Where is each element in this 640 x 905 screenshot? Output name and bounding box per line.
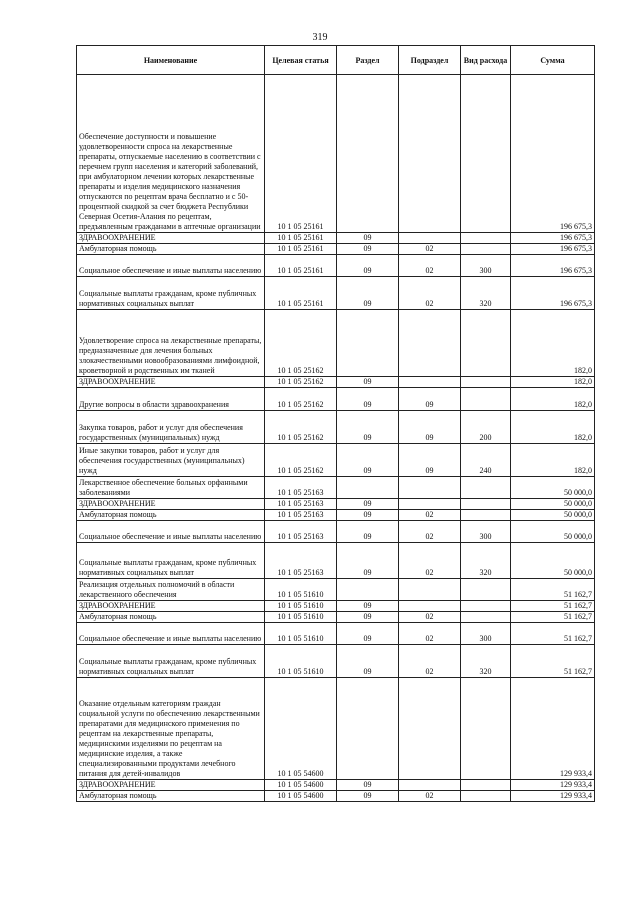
row-sum: 196 675,3 xyxy=(511,277,595,310)
row-expense-type xyxy=(461,310,511,377)
row-target-code: 10 1 05 25162 xyxy=(265,377,337,388)
table-row xyxy=(77,233,595,244)
row-subsection: 02 xyxy=(399,255,461,277)
column-header-subsection: Подраздел xyxy=(399,46,461,75)
row-expense-type: 320 xyxy=(461,277,511,310)
row-subsection xyxy=(399,678,461,780)
table-row xyxy=(77,75,595,233)
row-name: Обеспечение доступности и повышение удовлетворенности спроса на лекарственные препараты, отпускаемые населению в соответствии с перечнем групп населения и категорий заболеваний, при амбулаторном лечении которых лекарственные препараты и изделия медицинского назначения отпускаются по рецептам врача бесплатно и с 50-процентной скидкой за счет бюджета Республики Северная Осетия-Алания по рецептам, предъявленным гражданами в аптечные организации xyxy=(77,75,265,233)
row-name: Иные закупки товаров, работ и услуг для обеспечения государственных (муниципальных) нужд xyxy=(77,444,265,477)
column-header-code: Целевая статья xyxy=(265,46,337,75)
column-header-sum: Сумма xyxy=(511,46,595,75)
row-section: 09 xyxy=(337,411,399,444)
row-sum: 129 933,4 xyxy=(511,791,595,802)
row-section xyxy=(337,75,399,233)
budget-table xyxy=(76,45,595,802)
row-section: 09 xyxy=(337,510,399,521)
row-target-code: 10 1 05 25161 xyxy=(265,233,337,244)
row-expense-type xyxy=(461,377,511,388)
row-subsection: 02 xyxy=(399,277,461,310)
row-sum: 196 675,3 xyxy=(511,233,595,244)
table-row xyxy=(77,255,595,277)
row-target-code: 10 1 05 51610 xyxy=(265,612,337,623)
row-expense-type xyxy=(461,678,511,780)
row-section: 09 xyxy=(337,255,399,277)
row-section: 09 xyxy=(337,444,399,477)
row-expense-type xyxy=(461,601,511,612)
row-sum: 51 162,7 xyxy=(511,645,595,678)
row-subsection: 09 xyxy=(399,444,461,477)
row-target-code: 10 1 05 25163 xyxy=(265,510,337,521)
row-sum: 182,0 xyxy=(511,377,595,388)
row-section: 09 xyxy=(337,543,399,579)
row-name: ЗДРАВООХРАНЕНИЕ xyxy=(77,499,265,510)
row-section: 09 xyxy=(337,601,399,612)
row-target-code: 10 1 05 25163 xyxy=(265,477,337,499)
row-name: Социальное обеспечение и иные выплаты населению xyxy=(77,521,265,543)
row-sum: 182,0 xyxy=(511,444,595,477)
row-subsection: 09 xyxy=(399,388,461,411)
row-name: Социальные выплаты гражданам, кроме публичных нормативных социальных выплат xyxy=(77,645,265,678)
column-header-name: Наименование xyxy=(77,46,265,75)
row-section: 09 xyxy=(337,780,399,791)
row-name: Амбулаторная помощь xyxy=(77,244,265,255)
row-target-code: 10 1 05 54600 xyxy=(265,791,337,802)
table-row xyxy=(77,377,595,388)
row-sum: 196 675,3 xyxy=(511,75,595,233)
row-expense-type: 300 xyxy=(461,623,511,645)
column-header-section: Раздел xyxy=(337,46,399,75)
row-name: Амбулаторная помощь xyxy=(77,791,265,802)
row-target-code: 10 1 05 25163 xyxy=(265,499,337,510)
row-subsection: 02 xyxy=(399,543,461,579)
table-row xyxy=(77,388,595,411)
row-subsection xyxy=(399,75,461,233)
table-row xyxy=(77,645,595,678)
table-row xyxy=(77,579,595,601)
row-section: 09 xyxy=(337,244,399,255)
row-expense-type xyxy=(461,612,511,623)
row-expense-type xyxy=(461,579,511,601)
row-name: Закупка товаров, работ и услуг для обеспечения государственных (муниципальных) нужд xyxy=(77,411,265,444)
row-expense-type xyxy=(461,780,511,791)
row-sum: 51 162,7 xyxy=(511,579,595,601)
row-section: 09 xyxy=(337,645,399,678)
table-header-row xyxy=(77,46,595,75)
row-expense-type xyxy=(461,244,511,255)
row-target-code: 10 1 05 51610 xyxy=(265,645,337,678)
row-expense-type: 300 xyxy=(461,255,511,277)
table-body xyxy=(77,75,595,802)
row-name: ЗДРАВООХРАНЕНИЕ xyxy=(77,780,265,791)
row-target-code: 10 1 05 54600 xyxy=(265,780,337,791)
row-subsection xyxy=(399,233,461,244)
table-row xyxy=(77,411,595,444)
row-target-code: 10 1 05 25161 xyxy=(265,255,337,277)
table-row xyxy=(77,521,595,543)
table-row xyxy=(77,277,595,310)
row-section xyxy=(337,310,399,377)
row-expense-type xyxy=(461,75,511,233)
row-subsection xyxy=(399,780,461,791)
row-name: Социальное обеспечение и иные выплаты населению xyxy=(77,623,265,645)
table-row xyxy=(77,244,595,255)
row-sum: 50 000,0 xyxy=(511,510,595,521)
table-row xyxy=(77,791,595,802)
row-name: Амбулаторная помощь xyxy=(77,510,265,521)
table-row xyxy=(77,780,595,791)
row-sum: 196 675,3 xyxy=(511,244,595,255)
row-name: Социальные выплаты гражданам, кроме публичных нормативных социальных выплат xyxy=(77,277,265,310)
row-name: Удовлетворение спроса на лекарственные препараты, предназначенные для лечения больных злокачественными новообразованиями лимфоидной, кроветворной и родственных им тканей xyxy=(77,310,265,377)
row-expense-type xyxy=(461,791,511,802)
column-header-expense: Вид расхода xyxy=(461,46,511,75)
row-target-code: 10 1 05 51610 xyxy=(265,601,337,612)
row-sum: 51 162,7 xyxy=(511,623,595,645)
row-expense-type xyxy=(461,499,511,510)
row-subsection: 02 xyxy=(399,612,461,623)
row-subsection: 02 xyxy=(399,510,461,521)
row-section: 09 xyxy=(337,277,399,310)
row-target-code: 10 1 05 25162 xyxy=(265,310,337,377)
table-row xyxy=(77,543,595,579)
row-sum: 50 000,0 xyxy=(511,477,595,499)
row-target-code: 10 1 05 25162 xyxy=(265,444,337,477)
row-sum: 51 162,7 xyxy=(511,601,595,612)
row-subsection xyxy=(399,601,461,612)
row-sum: 182,0 xyxy=(511,310,595,377)
row-sum: 50 000,0 xyxy=(511,543,595,579)
row-subsection: 02 xyxy=(399,244,461,255)
row-sum: 50 000,0 xyxy=(511,521,595,543)
page-number: 319 xyxy=(312,32,328,43)
row-expense-type xyxy=(461,388,511,411)
row-subsection xyxy=(399,310,461,377)
row-section: 09 xyxy=(337,233,399,244)
row-target-code: 10 1 05 51610 xyxy=(265,579,337,601)
row-subsection: 02 xyxy=(399,645,461,678)
row-target-code: 10 1 05 25161 xyxy=(265,277,337,310)
row-name: Социальные выплаты гражданам, кроме публичных нормативных социальных выплат xyxy=(77,543,265,579)
row-section: 09 xyxy=(337,623,399,645)
row-sum: 196 675,3 xyxy=(511,255,595,277)
row-subsection: 02 xyxy=(399,791,461,802)
row-sum: 129 933,4 xyxy=(511,780,595,791)
row-target-code: 10 1 05 25163 xyxy=(265,543,337,579)
row-name: Другие вопросы в области здравоохранения xyxy=(77,388,265,411)
row-subsection xyxy=(399,579,461,601)
row-section xyxy=(337,678,399,780)
table-row xyxy=(77,678,595,780)
row-name: ЗДРАВООХРАНЕНИЕ xyxy=(77,233,265,244)
row-name: Социальное обеспечение и иные выплаты населению xyxy=(77,255,265,277)
row-name: Амбулаторная помощь xyxy=(77,612,265,623)
row-name: Реализация отдельных полномочий в области лекарственного обеспечения xyxy=(77,579,265,601)
row-expense-type xyxy=(461,233,511,244)
row-section: 09 xyxy=(337,791,399,802)
row-target-code: 10 1 05 25161 xyxy=(265,75,337,233)
table-row xyxy=(77,444,595,477)
row-sum: 50 000,0 xyxy=(511,499,595,510)
row-name: ЗДРАВООХРАНЕНИЕ xyxy=(77,601,265,612)
row-section xyxy=(337,477,399,499)
row-sum: 182,0 xyxy=(511,388,595,411)
row-target-code: 10 1 05 25162 xyxy=(265,411,337,444)
row-section: 09 xyxy=(337,499,399,510)
row-expense-type: 300 xyxy=(461,521,511,543)
row-expense-type: 240 xyxy=(461,444,511,477)
table-row xyxy=(77,623,595,645)
row-expense-type: 320 xyxy=(461,543,511,579)
row-name: Лекарственное обеспечение больных орфанными заболеваниями xyxy=(77,477,265,499)
row-target-code: 10 1 05 51610 xyxy=(265,623,337,645)
table-row xyxy=(77,477,595,499)
row-subsection: 02 xyxy=(399,623,461,645)
row-target-code: 10 1 05 25162 xyxy=(265,388,337,411)
row-expense-type: 320 xyxy=(461,645,511,678)
table-row xyxy=(77,601,595,612)
row-sum: 129 933,4 xyxy=(511,678,595,780)
row-target-code: 10 1 05 25161 xyxy=(265,244,337,255)
row-name: Оказание отдельным категориям граждан социальной услуги по обеспечению лекарственными препаратами для медицинского применения по рецептам на лекарственные препараты, медицинскими изделиями по рецептам на медицинские изделия, а также специализированными продуктами лечебного питания для детей-инвалидов xyxy=(77,678,265,780)
row-expense-type xyxy=(461,510,511,521)
row-section: 09 xyxy=(337,612,399,623)
table-row xyxy=(77,310,595,377)
row-section: 09 xyxy=(337,388,399,411)
row-target-code: 10 1 05 25163 xyxy=(265,521,337,543)
row-target-code: 10 1 05 54600 xyxy=(265,678,337,780)
row-section xyxy=(337,579,399,601)
table-row xyxy=(77,510,595,521)
row-subsection xyxy=(399,477,461,499)
row-expense-type: 200 xyxy=(461,411,511,444)
row-name: ЗДРАВООХРАНЕНИЕ xyxy=(77,377,265,388)
table-row xyxy=(77,612,595,623)
row-subsection xyxy=(399,499,461,510)
row-subsection: 02 xyxy=(399,521,461,543)
table-row xyxy=(77,499,595,510)
row-section: 09 xyxy=(337,521,399,543)
row-sum: 182,0 xyxy=(511,411,595,444)
row-section: 09 xyxy=(337,377,399,388)
row-sum: 51 162,7 xyxy=(511,612,595,623)
row-subsection: 09 xyxy=(399,411,461,444)
row-expense-type xyxy=(461,477,511,499)
row-subsection xyxy=(399,377,461,388)
